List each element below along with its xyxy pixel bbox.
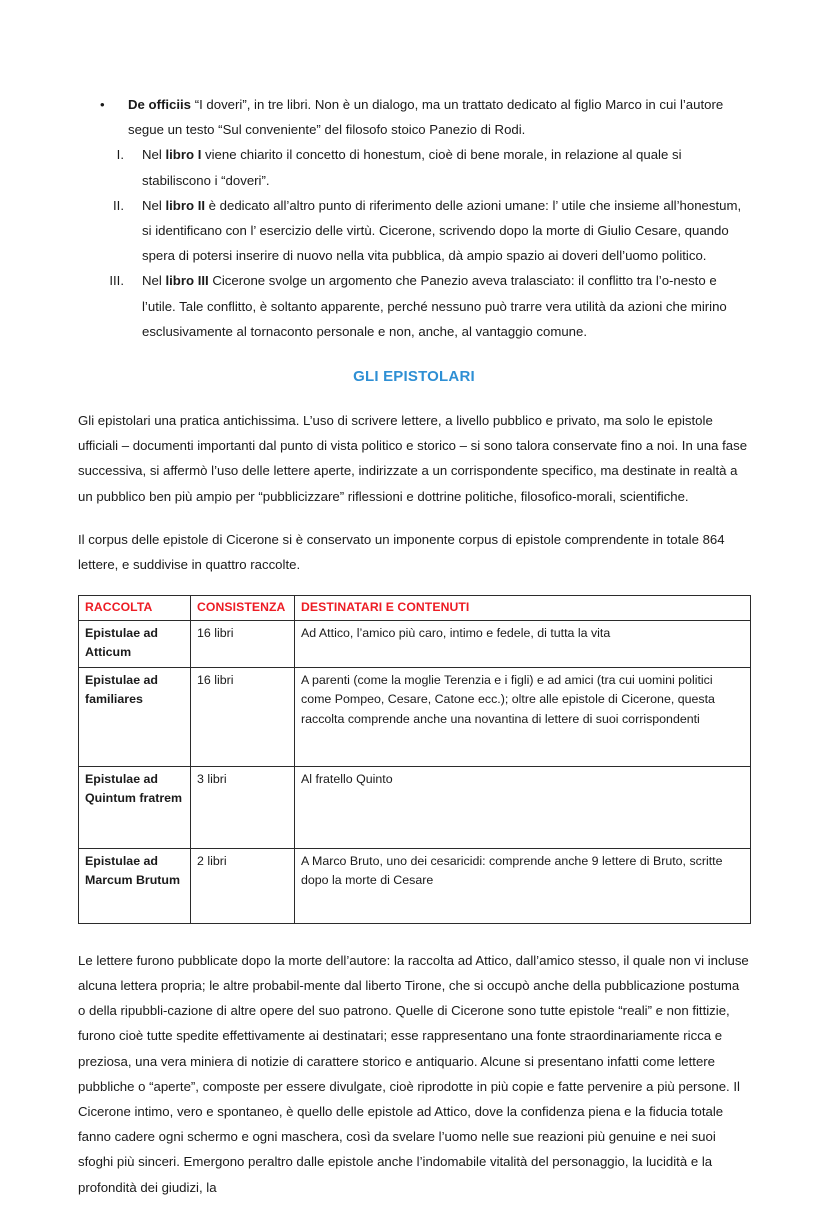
cell-consistenza: 2 libri	[191, 848, 295, 923]
roman-lead: Nel	[142, 147, 166, 163]
paragraph-corpus-epistole: Il corpus delle epistole di Cicerone si è conservato un imponente corpus di epistole comprendente in totale 864 lettere, e suddivise in quattro raccolte.	[78, 531, 725, 573]
table-row	[79, 620, 751, 667]
cell-consistenza: 3 libri	[191, 766, 295, 848]
roman-bold: libro I	[165, 147, 202, 163]
cell-raccolta: Epistulae ad Quintum fratrem	[79, 766, 191, 848]
roman-bold: libro III	[165, 273, 209, 289]
list-item	[78, 193, 750, 269]
list-item	[78, 268, 750, 344]
roman-marker: II.	[113, 197, 124, 213]
table-row	[79, 667, 751, 766]
paragraph-lettere-pubblicate: Le lettere furono pubblicate dopo la morte dell’autore: la raccolta ad Attico, dall’amico stesso, il quale non vi incluse alcuna lettera propria; le altre probabil-mente dal liberto Tirone, che si occupò anche della pubblicazione postuma o della ripubbli-cazione di altre opere del suo patrono. Quelle di Cicerone sono tutte epistole “reali” e non fittizie, furono cioè tutte spedite effettivamente ai destinatari; esse rappresentano una fonte straordinariamente ricca e preziosa, una vera miniera di notizie di carattere storico e antiquario. Alcune si presentano infatti come lettere pubbliche o “aperte”, composte per essere divulgate, cioè riprodotte in più copie e fatte pervenire a più persone. Il Cicerone intimo, vero e spontaneo, è quello delle epistole ad Attico, dove la confidenza piena e la fiducia totale fanno cadere ogni schermo e ogni maschera, così da svelare l’uomo nelle sue reazioni più genuine e nei suoi sfoghi più sinceri. Emergono peraltro dalle epistole anche l’indomabile vitalità del personaggio, la lucidità e la profondità dei giudizi, la	[78, 952, 749, 1195]
roman-bold: libro II	[165, 197, 206, 213]
cell-raccolta: Epistulae ad Atticum	[79, 620, 191, 667]
cell-destinatari: A Marco Bruto, uno dei cesaricidi: comprende anche 9 lettere di Bruto, scritte dopo la morte di Cesare	[295, 848, 751, 923]
bullet-marker: •	[100, 97, 105, 112]
cell-consistenza: 16 libri	[191, 620, 295, 667]
table-header	[79, 596, 751, 621]
roman-numeral-list	[78, 142, 750, 344]
table-body	[79, 620, 751, 923]
cell-raccolta: Epistulae ad Marcum Brutum	[79, 848, 191, 923]
bullet-text	[128, 92, 750, 142]
cell-raccolta: Epistulae ad familiares	[79, 667, 191, 766]
roman-lead: Nel	[142, 197, 166, 213]
bullet-list	[78, 92, 750, 142]
bullet-body: “I doveri”, in tre libri. Non è un dialogo, ma un trattato dedicato al figlio Marco in cui l’autore segue un testo “Sul conveniente” del filosofo stoico Panezio di Rodi.	[128, 97, 724, 138]
list-item	[78, 92, 750, 142]
roman-marker: I.	[116, 147, 124, 163]
column-header-destinatari: DESTINATARI E CONTENUTI	[295, 596, 751, 621]
cell-destinatari: Al fratello Quinto	[295, 766, 751, 848]
bullet-title: De officiis	[128, 97, 192, 112]
column-header-raccolta: RACCOLTA	[79, 596, 191, 621]
paragraph-epistolari-intro: Gli epistolari una pratica antichissima. L’uso di scrivere lettere, a livello pubblico e privato, ma solo le epistole ufficiali – documenti importanti dal punto di vista politico e storico – si sono talora conservate fino a noi. In una fase successiva, si affermò l’uso delle lettere aperte, indirizzate a un corrispondente specifico, ma destinate in realtà a un pubblico ben più ampio per “pubblicizzare” riflessioni e dottrine politiche, filosofico-morali, scientifiche.	[78, 413, 748, 504]
epistolari-table-wrapper	[78, 595, 750, 924]
cell-consistenza: 16 libri	[191, 667, 295, 766]
table-row	[79, 766, 751, 848]
roman-text	[142, 193, 750, 269]
roman-rest: è dedicato all’altro punto di riferimento delle azioni umane: l’ utile che insieme all’honestum, si identificano con l’ esercizio delle virtù. Cicerone, scrivendo dopo la morte di Giulio Cesare, quando spera di potersi inserire di nuovo nella vita pubblica, dà ampio spazio ai doveri dell’uomo politico.	[142, 197, 742, 264]
table-row	[79, 848, 751, 923]
document-body	[78, 92, 750, 1218]
roman-rest: viene chiarito il concetto di honestum, cioè di bene morale, in relazione al quale si stabiliscono i “doveri”.	[142, 147, 682, 188]
roman-text	[142, 142, 750, 192]
section-heading: GLI EPISTOLARI	[353, 368, 475, 386]
cell-destinatari: Ad Attico, l’amico più caro, intimo e fedele, di tutta la vita	[295, 620, 751, 667]
list-item	[78, 142, 750, 192]
cell-destinatari: A parenti (come la moglie Terenzia e i figli) e ad amici (tra cui uomini politici come Pompeo, Cesare, Catone ecc.); oltre alle epistole di Cicerone, questa raccolta comprende anche una novantina di lettere di suoi corrispondenti	[295, 667, 751, 766]
table-header-row	[79, 596, 751, 621]
column-header-consistenza: CONSISTENZA	[191, 596, 295, 621]
roman-lead: Nel	[142, 273, 166, 289]
roman-rest: Cicerone svolge un argomento che Panezio aveva tralasciato: il conflitto tra l’o-nesto e l’utile. Tale conflitto, è soltanto apparente, perché nessuno può trarre vera utilità da azioni che mirino esclusivamente al tornaconto personale e non, anche, al vantaggio comune.	[142, 273, 727, 339]
roman-marker: III.	[109, 273, 124, 289]
epistolari-table	[78, 595, 751, 924]
roman-text	[142, 268, 750, 344]
